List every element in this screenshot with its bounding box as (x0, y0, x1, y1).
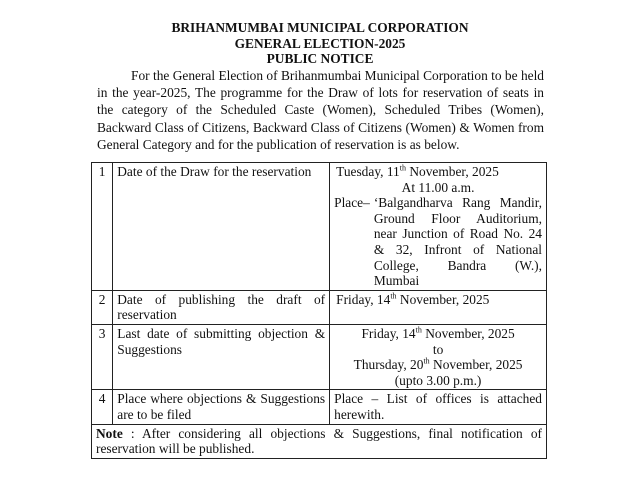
row-value (330, 324, 547, 389)
draw-time: At 11.00 a.m. (401, 179, 475, 195)
table-row (92, 324, 547, 389)
row-number: 2 (92, 290, 113, 324)
table-row (92, 390, 547, 424)
row-description: Date of publishing the draft of reservation (113, 290, 330, 324)
row-value: Place – List of offices is attached herewith. (330, 390, 547, 424)
intro-line: in the year-2025, The programme for the Draw of lots for reservation of seats in (97, 85, 544, 101)
objection-to-label: to (432, 341, 444, 357)
draw-place (334, 195, 542, 289)
note-cell (92, 424, 547, 458)
draft-publish-date: Friday, 14th November, 2025 (336, 291, 490, 307)
place-address: ‘Balgandharva Rang Mandir, Ground Floor Auditorium, near Junction of Road No. 24 & 32, Infront of National College, Bandra (W.), Mumbai (373, 195, 542, 289)
reservation-schedule-table (91, 162, 547, 459)
intro-paragraph (97, 67, 544, 153)
election-title: GENERAL ELECTION-2025 (234, 36, 406, 51)
row-value (330, 163, 547, 291)
row-number: 4 (92, 390, 113, 424)
objection-from-date: Friday, 14th November, 2025 (361, 325, 515, 341)
intro-line: For the General Election of Brihanmumbai Municipal Corporation to be held (131, 68, 544, 83)
draw-date: Tuesday, 11th November, 2025 (336, 163, 499, 179)
notice-title: PUBLIC NOTICE (266, 51, 374, 66)
intro-line: the category of the Scheduled Caste (Women), Scheduled Tribes (Women), (97, 102, 544, 118)
place-label: Place– (334, 195, 370, 211)
row-description: Date of the Draw for the reservation (113, 163, 330, 291)
objection-to-date: Thursday, 20th November, 2025 (353, 356, 523, 373)
note-text: : After considering all objections & Suggestions, final notification of (122, 425, 542, 441)
row-description: Place where objections & Suggestions are to be filed (113, 390, 330, 424)
row-number: 3 (92, 324, 113, 389)
objection-deadline-time: (upto 3.00 p.m.) (394, 372, 482, 388)
table-row (92, 163, 547, 291)
org-title: BRIHANMUMBAI MUNICIPAL CORPORATION (171, 20, 469, 35)
intro-line: General Category and for the publication of reservation is as below. (97, 136, 460, 152)
intro-line: Backward Class of Citizens, Backward Class of Citizens (Women) & Women from (97, 119, 544, 135)
row-value (330, 290, 547, 324)
note-label: Note (96, 425, 123, 441)
row-number: 1 (92, 163, 113, 291)
note-text: reservation will be published. (96, 441, 255, 457)
table-row (92, 290, 547, 324)
row-description: Last date of submitting objection & Suggestions (113, 324, 330, 389)
note-row (92, 424, 547, 458)
